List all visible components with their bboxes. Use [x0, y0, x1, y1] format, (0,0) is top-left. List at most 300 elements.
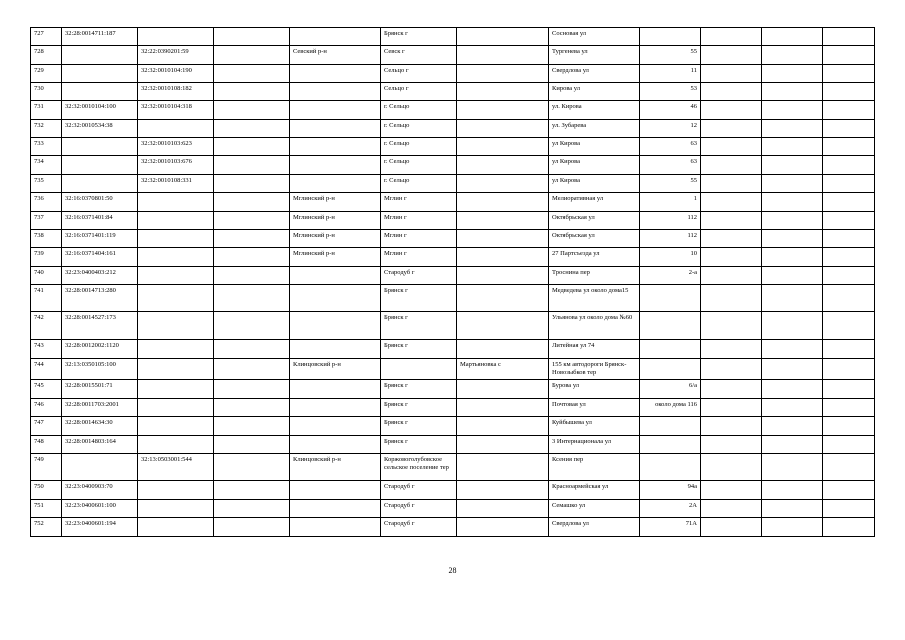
cadastral-number — [62, 138, 138, 156]
table-row — [31, 399, 875, 417]
cadastral-number-2 — [138, 481, 214, 500]
cell-empty — [701, 101, 762, 120]
cell-empty — [823, 83, 875, 101]
cell-empty — [762, 454, 823, 481]
settlement-cell — [457, 138, 549, 156]
cell-empty — [701, 65, 762, 83]
district-cell: Клинцовский р-н — [290, 454, 381, 481]
district-cell — [290, 156, 381, 175]
locality-cell — [381, 359, 457, 380]
cell-empty — [823, 248, 875, 267]
cell-empty — [214, 340, 290, 359]
house-cell: 112 — [640, 212, 701, 230]
locality-cell: Брянск г — [381, 436, 457, 454]
cell-empty — [214, 65, 290, 83]
cell-empty — [823, 230, 875, 248]
settlement-cell — [457, 417, 549, 436]
table-row — [31, 518, 875, 537]
cell-empty — [701, 518, 762, 537]
settlement-cell — [457, 28, 549, 46]
cadastral-number: 32:13:0350105:100 — [62, 359, 138, 380]
cell-empty — [762, 359, 823, 380]
cadastral-number-2: 32:22:0390201:59 — [138, 46, 214, 65]
locality-cell: Брянск г — [381, 417, 457, 436]
cell-empty — [701, 340, 762, 359]
table-row — [31, 454, 875, 481]
district-cell — [290, 312, 381, 340]
cell-empty — [762, 138, 823, 156]
cadastral-number: 32:16:0371401:119 — [62, 230, 138, 248]
locality-cell: Брянск г — [381, 380, 457, 399]
table-row — [31, 156, 875, 175]
cell-empty — [701, 120, 762, 138]
cadastral-number-2 — [138, 212, 214, 230]
cell-empty — [701, 138, 762, 156]
cadastral-number-2 — [138, 380, 214, 399]
register-table — [30, 27, 875, 537]
cadastral-number: 32:23:0400903:70 — [62, 481, 138, 500]
table-row — [31, 46, 875, 65]
cell-empty — [823, 454, 875, 481]
street-cell: Сосновая ул — [549, 28, 640, 46]
row-number: 731 — [31, 101, 62, 120]
cell-empty — [214, 83, 290, 101]
locality-cell: Сельцо г — [381, 83, 457, 101]
row-number: 739 — [31, 248, 62, 267]
table-row — [31, 193, 875, 212]
street-cell: Троснина пер — [549, 267, 640, 285]
cell-empty — [701, 156, 762, 175]
street-cell: Семашко ул — [549, 500, 640, 518]
cell-empty — [701, 380, 762, 399]
row-number: 747 — [31, 417, 62, 436]
cadastral-number-2 — [138, 399, 214, 417]
cell-empty — [762, 312, 823, 340]
district-cell — [290, 436, 381, 454]
street-cell: ул Кирова — [549, 175, 640, 193]
row-number: 730 — [31, 83, 62, 101]
house-cell: 10 — [640, 248, 701, 267]
street-cell: ул Кирова — [549, 156, 640, 175]
locality-cell: Сельцо г — [381, 65, 457, 83]
house-cell: 46 — [640, 101, 701, 120]
district-cell: Мглинский р-н — [290, 230, 381, 248]
table-row — [31, 267, 875, 285]
table-row — [31, 359, 875, 380]
house-cell: 1 — [640, 193, 701, 212]
cell-empty — [823, 267, 875, 285]
cell-empty — [214, 138, 290, 156]
row-number: 736 — [31, 193, 62, 212]
cadastral-number: 32:28:0011703:2001 — [62, 399, 138, 417]
district-cell — [290, 120, 381, 138]
house-cell: 53 — [640, 83, 701, 101]
cell-empty — [214, 267, 290, 285]
district-cell: Клинцовский р-н — [290, 359, 381, 380]
cell-empty — [701, 500, 762, 518]
locality-cell: Севск г — [381, 46, 457, 65]
cell-empty — [214, 28, 290, 46]
locality-cell: г. Сельцо — [381, 138, 457, 156]
cell-empty — [823, 120, 875, 138]
cell-empty — [214, 248, 290, 267]
cell-empty — [762, 267, 823, 285]
row-number: 741 — [31, 285, 62, 312]
table-row — [31, 212, 875, 230]
cell-empty — [701, 212, 762, 230]
cadastral-number — [62, 175, 138, 193]
street-cell: ул. Зубарева — [549, 120, 640, 138]
cell-empty — [701, 454, 762, 481]
cadastral-number — [62, 454, 138, 481]
district-cell: Мглинский р-н — [290, 212, 381, 230]
cell-empty — [823, 101, 875, 120]
row-number: 743 — [31, 340, 62, 359]
settlement-cell — [457, 46, 549, 65]
cell-empty — [701, 83, 762, 101]
district-cell — [290, 380, 381, 399]
cadastral-number: 32:28:0014803:164 — [62, 436, 138, 454]
house-cell: 12 — [640, 120, 701, 138]
cell-empty — [214, 175, 290, 193]
cell-empty — [214, 417, 290, 436]
cadastral-number: 32:32:0010534:38 — [62, 120, 138, 138]
row-number: 744 — [31, 359, 62, 380]
table-row — [31, 101, 875, 120]
row-number: 746 — [31, 399, 62, 417]
cell-empty — [701, 417, 762, 436]
street-cell: ул. Кирова — [549, 101, 640, 120]
locality-cell: г. Сельцо — [381, 120, 457, 138]
cell-empty — [701, 230, 762, 248]
settlement-cell — [457, 65, 549, 83]
cadastral-number-2: 32:13:0503001:544 — [138, 454, 214, 481]
cell-empty — [762, 175, 823, 193]
street-cell: 155 км автодороги Брянск-Новозыбков тер — [549, 359, 640, 380]
settlement-cell: Мартьяновка с — [457, 359, 549, 380]
district-cell — [290, 340, 381, 359]
cell-empty — [701, 28, 762, 46]
cadastral-number-2 — [138, 417, 214, 436]
cell-empty — [214, 101, 290, 120]
cell-empty — [823, 193, 875, 212]
cell-empty — [823, 518, 875, 537]
locality-cell: Коржовоголубовское сельское поселение тер — [381, 454, 457, 481]
cell-empty — [701, 267, 762, 285]
cadastral-number-2: 32:32:0010104:190 — [138, 65, 214, 83]
street-cell: Почтовая ул — [549, 399, 640, 417]
table-row — [31, 248, 875, 267]
cell-empty — [823, 28, 875, 46]
cell-empty — [214, 312, 290, 340]
street-cell: Красноармейская ул — [549, 481, 640, 500]
cadastral-number-2 — [138, 230, 214, 248]
cell-empty — [823, 212, 875, 230]
row-number: 733 — [31, 138, 62, 156]
house-cell: 11 — [640, 65, 701, 83]
cadastral-number-2: 32:32:0010103:623 — [138, 138, 214, 156]
locality-cell: Брянск г — [381, 340, 457, 359]
table-row — [31, 436, 875, 454]
cell-empty — [823, 399, 875, 417]
cell-empty — [701, 248, 762, 267]
cadastral-number: 32:16:0371404:161 — [62, 248, 138, 267]
cadastral-number: 32:16:0371401:84 — [62, 212, 138, 230]
cell-empty — [214, 399, 290, 417]
cell-empty — [701, 481, 762, 500]
street-cell: 3 Интернационала ул — [549, 436, 640, 454]
cell-empty — [762, 500, 823, 518]
cell-empty — [214, 193, 290, 212]
cell-empty — [214, 380, 290, 399]
house-cell — [640, 28, 701, 46]
cell-empty — [214, 156, 290, 175]
cell-empty — [214, 212, 290, 230]
settlement-cell — [457, 454, 549, 481]
street-cell: Ульянова ул около дома №60 — [549, 312, 640, 340]
cadastral-number-2: 32:32:0010103:676 — [138, 156, 214, 175]
street-cell: Свердлова ул — [549, 65, 640, 83]
street-cell: Свердлова ул — [549, 518, 640, 537]
cell-empty — [762, 481, 823, 500]
cell-empty — [762, 285, 823, 312]
house-cell: 63 — [640, 156, 701, 175]
settlement-cell — [457, 518, 549, 537]
cell-empty — [762, 101, 823, 120]
settlement-cell — [457, 481, 549, 500]
table-row — [31, 120, 875, 138]
district-cell: Мглинский р-н — [290, 248, 381, 267]
cell-empty — [214, 500, 290, 518]
cell-empty — [701, 193, 762, 212]
cell-empty — [823, 285, 875, 312]
cadastral-number-2 — [138, 28, 214, 46]
district-cell — [290, 65, 381, 83]
cadastral-number-2 — [138, 359, 214, 380]
locality-cell: Мглин г — [381, 248, 457, 267]
district-cell — [290, 518, 381, 537]
district-cell — [290, 83, 381, 101]
locality-cell: Стародуб г — [381, 518, 457, 537]
settlement-cell — [457, 175, 549, 193]
table-row — [31, 28, 875, 46]
house-cell — [640, 312, 701, 340]
row-number: 751 — [31, 500, 62, 518]
settlement-cell — [457, 156, 549, 175]
cadastral-number-2: 32:32:0010108:331 — [138, 175, 214, 193]
house-cell — [640, 285, 701, 312]
district-cell — [290, 101, 381, 120]
page-number: 28 — [448, 566, 457, 575]
cell-empty — [214, 436, 290, 454]
cell-empty — [823, 380, 875, 399]
cadastral-number-2 — [138, 285, 214, 312]
district-cell: Севский р-н — [290, 46, 381, 65]
settlement-cell — [457, 120, 549, 138]
house-cell — [640, 359, 701, 380]
locality-cell: г. Сельцо — [381, 101, 457, 120]
settlement-cell — [457, 230, 549, 248]
cell-empty — [823, 65, 875, 83]
settlement-cell — [457, 248, 549, 267]
street-cell: Медведева ул около дома15 — [549, 285, 640, 312]
register-body — [31, 28, 875, 537]
cadastral-number: 32:28:0014634:30 — [62, 417, 138, 436]
settlement-cell — [457, 83, 549, 101]
settlement-cell — [457, 267, 549, 285]
table-row — [31, 285, 875, 312]
cell-empty — [823, 340, 875, 359]
table-row — [31, 481, 875, 500]
settlement-cell — [457, 101, 549, 120]
house-cell: 112 — [640, 230, 701, 248]
table-row — [31, 312, 875, 340]
cadastral-number-2 — [138, 312, 214, 340]
cell-empty — [701, 175, 762, 193]
table-row — [31, 175, 875, 193]
table-row — [31, 230, 875, 248]
cell-empty — [762, 399, 823, 417]
locality-cell: Мглин г — [381, 193, 457, 212]
table-row — [31, 138, 875, 156]
cadastral-number-2: 32:32:0010104:318 — [138, 101, 214, 120]
house-cell: около дома 116 — [640, 399, 701, 417]
cell-empty — [823, 359, 875, 380]
cell-empty — [823, 175, 875, 193]
cell-empty — [701, 285, 762, 312]
row-number: 734 — [31, 156, 62, 175]
cell-empty — [762, 340, 823, 359]
cadastral-number: 32:28:0014711:187 — [62, 28, 138, 46]
cadastral-number-2: 32:32:0010108:182 — [138, 83, 214, 101]
settlement-cell — [457, 500, 549, 518]
cell-empty — [823, 481, 875, 500]
cell-empty — [762, 248, 823, 267]
street-cell: Ксения пер — [549, 454, 640, 481]
house-cell: 63 — [640, 138, 701, 156]
cell-empty — [214, 46, 290, 65]
cell-empty — [823, 436, 875, 454]
table-row — [31, 380, 875, 399]
house-cell: 71А — [640, 518, 701, 537]
cell-empty — [762, 380, 823, 399]
row-number: 738 — [31, 230, 62, 248]
row-number: 737 — [31, 212, 62, 230]
cadastral-number-2 — [138, 120, 214, 138]
row-number: 729 — [31, 65, 62, 83]
row-number: 740 — [31, 267, 62, 285]
cell-empty — [214, 285, 290, 312]
locality-cell: Мглин г — [381, 212, 457, 230]
cell-empty — [762, 436, 823, 454]
house-cell: 2А — [640, 500, 701, 518]
row-number: 735 — [31, 175, 62, 193]
district-cell — [290, 481, 381, 500]
row-number: 728 — [31, 46, 62, 65]
cadastral-number: 32:28:0014527:173 — [62, 312, 138, 340]
cell-empty — [762, 120, 823, 138]
cell-empty — [762, 518, 823, 537]
cadastral-number: 32:28:0012002:1120 — [62, 340, 138, 359]
row-number: 732 — [31, 120, 62, 138]
cadastral-number-2 — [138, 500, 214, 518]
cell-empty — [823, 138, 875, 156]
cell-empty — [701, 436, 762, 454]
cell-empty — [823, 312, 875, 340]
locality-cell: Брянск г — [381, 28, 457, 46]
locality-cell: Мглин г — [381, 230, 457, 248]
house-cell — [640, 436, 701, 454]
row-number: 748 — [31, 436, 62, 454]
district-cell — [290, 399, 381, 417]
cadastral-number: 32:23:0400601:100 — [62, 500, 138, 518]
locality-cell: Стародуб г — [381, 481, 457, 500]
house-cell — [640, 417, 701, 436]
cadastral-number-2 — [138, 193, 214, 212]
settlement-cell — [457, 212, 549, 230]
settlement-cell — [457, 399, 549, 417]
street-cell: Октябрьская ул — [549, 230, 640, 248]
cell-empty — [762, 193, 823, 212]
cell-empty — [214, 454, 290, 481]
locality-cell: Стародуб г — [381, 500, 457, 518]
locality-cell: г. Сельцо — [381, 175, 457, 193]
cadastral-number-2 — [138, 267, 214, 285]
house-cell — [640, 454, 701, 481]
cell-empty — [701, 46, 762, 65]
locality-cell: Брянск г — [381, 399, 457, 417]
settlement-cell — [457, 312, 549, 340]
cell-empty — [762, 83, 823, 101]
district-cell — [290, 175, 381, 193]
cadastral-number-2 — [138, 248, 214, 267]
cell-empty — [762, 65, 823, 83]
settlement-cell — [457, 380, 549, 399]
locality-cell: г. Сельцо — [381, 156, 457, 175]
house-cell: 6/а — [640, 380, 701, 399]
house-cell: 2-а — [640, 267, 701, 285]
table-row — [31, 83, 875, 101]
cadastral-number: 32:16:0370801:50 — [62, 193, 138, 212]
street-cell: ул Кирова — [549, 138, 640, 156]
cell-empty — [701, 359, 762, 380]
street-cell: Октябрьская ул — [549, 212, 640, 230]
street-cell: Литейная ул 74 — [549, 340, 640, 359]
cell-empty — [214, 120, 290, 138]
district-cell — [290, 138, 381, 156]
cadastral-number — [62, 156, 138, 175]
cell-empty — [762, 230, 823, 248]
locality-cell: Брянск г — [381, 312, 457, 340]
house-cell: 94а — [640, 481, 701, 500]
settlement-cell — [457, 285, 549, 312]
district-cell — [290, 267, 381, 285]
cell-empty — [214, 230, 290, 248]
district-cell — [290, 285, 381, 312]
cell-empty — [214, 359, 290, 380]
street-cell: Мелиоративная ул — [549, 193, 640, 212]
cell-empty — [762, 212, 823, 230]
locality-cell: Стародуб г — [381, 267, 457, 285]
cell-empty — [823, 46, 875, 65]
cell-empty — [762, 156, 823, 175]
district-cell — [290, 500, 381, 518]
locality-cell: Брянск г — [381, 285, 457, 312]
district-cell: Мглинский р-н — [290, 193, 381, 212]
cell-empty — [762, 46, 823, 65]
cadastral-number — [62, 83, 138, 101]
cadastral-number — [62, 46, 138, 65]
